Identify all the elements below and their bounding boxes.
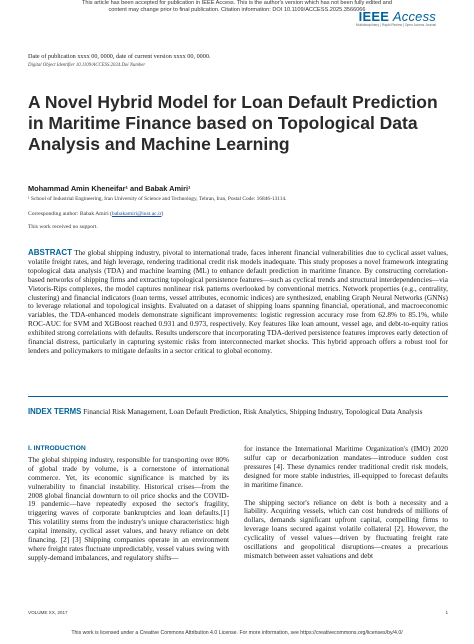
corresponding-close: ) xyxy=(161,211,164,217)
notice-line-1: This article has been accepted for publication in IEEE Access. This is the author's version which has not been fully edited and xyxy=(81,0,393,6)
ieee-access-logo xyxy=(356,9,436,27)
paper-title: A Novel Hybrid Model for Loan Default Prediction in Maritime Finance based on Topological Data Analysis and Machine Learning xyxy=(28,92,438,154)
index-terms-heading: INDEX TERMS xyxy=(28,407,82,416)
intro-paragraph-1-continued: for instance the International Maritime Organization's (IMO) 2020 sulfur cap or decarbonization mandates—introduce sudden cost pressures [4]. These dynamics render traditional credit risk models, designed for more stable industries, ill-equipped to forecast defaults in maritime finance. xyxy=(244,444,448,489)
author-list: Mohammad Amin Kheneifar¹ and Babak Amiri¹ xyxy=(28,184,191,193)
intro-left-column xyxy=(28,445,229,563)
intro-heading: I. INTRODUCTION xyxy=(28,445,86,452)
funding-statement: This work received no support. xyxy=(28,224,98,230)
index-terms-text: Financial Risk Management, Loan Default Prediction, Risk Analytics, Shipping Industry, Topological Data Analysis xyxy=(83,407,423,416)
abstract-text: The global shipping industry, pivotal to international trade, faces inherent financial vulnerabilities due to cyclical asset values, volatile freight rates, and high leverage, rendering traditional credit risk models inadequate. This study proposes a novel framework integrating topological data analysis (TDA) and machine learning (ML) to enhance default prediction in maritime finance. By constructing correlation-based networks of shipping firms and extracting topological persistence features—such as cyclical trends and structural interdependencies—via Vietoris-Rips complexes, the model captures nonlinear risk patterns overlooked by conventional metrics. Network properties (e.g., centrality, clustering) and financial indicators (loan terms, vessel attributes, economic indices) are synthesized, enabling Graph Neural Networks (GNNs) to leverage relational and topological insights. Evaluated on a dataset of shipping loans spanning financial, operational, and macroeconomic variables, the TDA-enhanced models demonstrate significant improvements: logistic regression accuracy rose from 62.8% to 85.1%, while ROC-AUC for SVM and XGBoost reached 0.931 and 0.973, respectively. Key features like loan amount, vessel age, and debt-to-equity ratios exhibited strong correlations with defaults. Results underscore that incorporating TDA-derived persistence features improves early detection of financial distress, particularly in capturing systemic risks from interconnected market shocks. This hybrid approach offers a robust tool for lenders and policymakers to mitigate defaults in a sector critical to global economy. xyxy=(28,248,448,355)
abstract-heading: ABSTRACT xyxy=(28,248,72,257)
abstract xyxy=(28,249,448,356)
logo-access-text: Access xyxy=(392,9,436,24)
intro-right-column xyxy=(244,445,448,561)
corresponding-email-link[interactable]: babakamiri@iust.ac.ir xyxy=(111,211,162,217)
affiliation: ¹ School of Industrial Engineering, Iran University of Science and Technology, Tehran, Iran, Postal Code: 16846-13114. xyxy=(28,196,287,202)
intro-paragraph-2: The shipping sector's reliance on debt is both a necessity and a liability. Acquiring vessels, which can cost hundreds of millions of dollars, demands significant upfront capital, compelling firms to leverage loans secured against volatile collateral [2]. However, the cyclicality of vessel values—driven by fluctuating freight rate oscillations and geopolitical disruptions—creates a precarious mismatch between asset valuations and debt xyxy=(244,497,448,560)
publication-date: Date of publication xxxx 00, 0000, date of current version xxxx 00, 0000. xyxy=(28,53,211,60)
logo-tagline: Multidisciplinary | Rapid Review | Open Access Journal xyxy=(355,23,436,27)
corresponding-label: Corresponding author: Babak Amiri ( xyxy=(28,211,112,217)
intro-paragraph-1: The global shipping industry, responsible for transporting over 80% of global trade by volume, is a cornerstone of international commerce. Yet, its economic significance is matched by its vulnerability to financial instability. Historical crises—from the 2008 global financial downturn to oil price shocks and the COVID-19 pandemic—have repeatedly exposed the sector's fragility, triggering waves of corporate bankruptcies and loan defaults.[1] This volatility stems from the industry's unique characteristics: high capital intensity, cyclical asset values, and heavy reliance on debt financing. [2] [3] Shipping companies operate in an environment where freight rates fluctuate unpredictably, vessel values swing with supply-demand imbalances, and regulatory shifts— xyxy=(28,454,229,562)
index-terms xyxy=(28,407,448,416)
page-number: 1 xyxy=(445,610,448,615)
corresponding-author xyxy=(28,211,163,217)
section-divider xyxy=(28,396,448,397)
logo-ieee-text: IEEE xyxy=(358,9,390,24)
license-notice: This work is licensed under a Creative Commons Attribution 4.0 License. For more information, see https://creativecommons.org/licenses/by/4.0/ xyxy=(71,630,403,636)
page-footer xyxy=(28,610,448,615)
volume-label: VOLUME XX, 2017 xyxy=(28,610,68,615)
notice-line-2: content may change prior to final publication. Citation information: DOI 10.1109/ACCESS.2025.3566066 xyxy=(108,7,366,13)
doi-line: Digital Object Identifier 10.1109/ACCESS.2024.Doi Number xyxy=(28,63,146,68)
